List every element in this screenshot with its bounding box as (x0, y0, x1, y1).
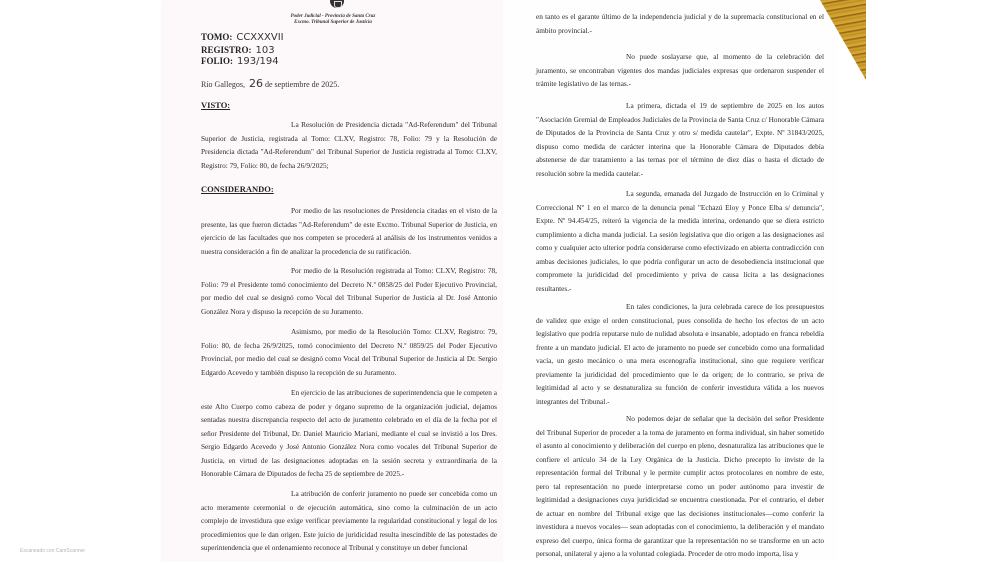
paragraph-9-text: La segunda, emanada del Juzgado de Instrucción en lo Criminal y Correccional Nº 1 en el marco de la denuncia penal "Echazú Eloy y Ponce Elba s/ denuncia", Expte. Nº 94.454/25, reiteró la vigencia de la medida interina, ordenando que se diera estricto cumplimiento a dicha manda judicial. La sesión legislativa que dio origen a las designaciones así como y cualquier acto ulterior podría considerarse como efectivizado en abierta contradicción con ambas decisiones judiciales, lo que podría configurar un acto de desobediencia institucional que compromete la juridicidad del procedimiento y priva de causa lícita a las designaciones resultantes.- (536, 189, 824, 293)
folio-label: FOLIO: (201, 56, 234, 66)
paragraph-7-text: No puede soslayarse que, al momento de la celebración del juramento, se encontraban vigentes dos mandas judiciales expresas que ordenaron suspender el trámite legislativo de las ternas.- (536, 52, 824, 88)
document-page-right (503, 0, 838, 562)
paragraph-3-text: Asimismo, por medio de la Resolución Tomo: CLXV, Registro: 79, Folio: 80, de fecha 26/9/2025, tomó conocimiento del Decreto N.º 0859/25 del Poder Ejecutivo Provincial, por medio del cual se designó como Vocal del Tribunal Superior de Justicia al Dr. Sergio Edgardo Acevedo y también dispuso la recepción de su Juramento. (201, 327, 497, 377)
tomo-label: TOMO: (201, 32, 233, 42)
tomo-value: CCXXXVII (236, 32, 284, 43)
registro-label: REGISTRO: (201, 45, 252, 55)
paragraph-11 (536, 412, 824, 561)
visto-text: La Resolución de Presidencia dictada "Ad-Referendum" del Tribunal Superior de Justicia, registrada al Tomo: CLXV, Registro: 78, Folio: 79 y la Resolución de Presidencia dictada "Ad-Referendum" del Tribunal Superior de Justicia registrada al Tomo: CLXV, Registro: 79, Folio: 80, de fecha 26/9/2025; (201, 120, 497, 170)
paragraph-10 (536, 300, 824, 408)
place-date (201, 77, 339, 90)
letterhead-line-1: Poder Judicial - Provincia de Santa Cruz (290, 14, 376, 19)
place: Río Gallegos, (201, 80, 245, 89)
paragraph-6 (536, 10, 824, 37)
considerando-heading: CONSIDERANDO: (201, 184, 274, 194)
paragraph-2 (201, 264, 497, 318)
letterhead-line-2: Excmo. Tribunal Superior de Justicia (294, 20, 372, 25)
visto-heading: VISTO: (201, 100, 231, 110)
paragraph-4-text: En ejercicio de las atribuciones de superintendencia que le competen a este Alto Cuerpo como cabeza de poder y órgano supremo de la organización judicial, dejamos sentadas nuestra discrepancia respecto del acto de juramento celebrado en el día de la fecha por el señor Presidente del Tribunal, Dr. Daniel Mauricio Mariani, mediante el cual se invistió a los Dres. Sergio Edgardo Acevedo y José Antonio González Nora como vocales del Tribunal Superior de Justicia, en virtud de las designaciones adoptadas en la sesión secreta y extraordinaria de la Honorable Cámara de Diputados de fecha 25 de septiembre de 2025.- (201, 388, 497, 478)
document-page-left (163, 0, 503, 562)
folio-field (201, 56, 279, 67)
folio-value: 193/194 (237, 56, 279, 67)
registro-value: 103 (255, 45, 275, 56)
paragraph-8-text: La primera, dictada el 19 de septiembre de 2025 en los autos "Asociación Gremial de Empleados Judiciales de la Provincia de Santa Cruz c/ Honorable Cámara de Diputados de la Provincia de Santa Cruz y otro s/ medida cautelar", Expte. Nº 31843/2025, dispuso como medida de carácter interina que la Honorable Cámara de Diputados debía abstenerse de dar tratamiento a las ternas por el término de diez días o hasta el dictado de resolución sobre la medida cautelar.- (536, 101, 824, 178)
letterhead (163, 0, 503, 30)
paragraph-6-text: en tanto es el garante último de la independencia judicial y de la supremacía constitucional en el ámbito provincial.- (536, 12, 824, 35)
scanner-watermark: Escaneado con CamScanner (20, 548, 86, 554)
paragraph-9 (536, 187, 824, 295)
paragraph-1-text: Por medio de las resoluciones de Presidencia citadas en el visto de la presente, las que fueron dictadas "Ad-Referendum" de este Excmo. Tribunal Superior de Justicia, en ejercicio de las facultades que nos competen se procederá al análisis de los instrumentos venidos a nuestra consideración a fin de analizar la procedencia de su ratificación. (201, 206, 497, 256)
coat-of-arms-icon (330, 0, 344, 8)
paragraph-7 (536, 50, 824, 91)
handwritten-day: 26 (249, 77, 263, 90)
paragraph-4 (201, 386, 497, 481)
paragraph-11-text: No podemos dejar de señalar que la decisión del señor Presidente del Tribunal Superior de proceder a la toma de juramento en forma individual, sin haber sometido el asunto al conocimiento y deliberación del cuerpo en pleno, desnaturaliza las atribuciones que le confiere el artículo 34 de la Ley Orgánica de la Justicia. Dicho precepto lo inviste de la representación formal del Tribunal y le permite cumplir actos protocolares en nombre de este, pero tal representación no puede interpretarse como un poder autónomo para investir de legitimidad a designaciones cuya juridicidad se encuentra cuestionada. Por el contrario, el deber de actuar en nombre del Tribunal exige que las decisiones institucionales—como conferir la investidura a nuevos vocales— sean adoptadas con el conocimiento, la deliberación y el mandato expreso del cuerpo, única forma de garantizar que la representación no se transforme en un acto personal, unilateral y ajeno a la voluntad colegiada. Proceder de otro modo importa, lisa y (536, 414, 824, 558)
tomo-field (201, 32, 284, 43)
paragraph-1 (201, 204, 497, 258)
paragraph-2-text: Por medio de la Resolución registrada al Tomo: CLXV, Registro: 78, Folio: 79 el Presidente tomó conocimiento del Decreto N.º 0858/25 del Poder Ejecutivo Provincial, por medio del cual se designó como Vocal del Tribunal Superior de Justicia al Dr. José Antonio González Nora y dispuso la recepción de su Juramento. (201, 266, 497, 316)
paragraph-8 (536, 99, 824, 180)
date-rest: de septiembre de 2025. (265, 80, 340, 89)
paragraph-5-text: La atribución de conferir juramento no puede ser concebida como un acto meramente ceremonial o de ejecución automática, sino como la culminación de un acto complejo de investidura que exige verificar previamente la regularidad constitucional y legal de los procedimientos que le dan origen. Este juicio de juridicidad resulta inescindible de las potestades de superintendencia que el ordenamiento reconoce al Tribunal y constituye un deber funcional (201, 489, 497, 552)
paragraph-3 (201, 325, 497, 379)
paragraph-5 (201, 487, 497, 555)
paragraph-10-text: En tales condiciones, la jura celebrada carece de los presupuestos de validez que exige el orden constitucional, pues consolida de hecho los efectos de un acto legislativo que podría reputarse nulo de nulidad absoluta e insanable, adoptado en franca rebeldía frente a un mandato judicial. El acto de juramento no puede ser concebido como una formalidad vacía, un gesto mecánico o una mera escenografía institucional, sino que requiere verificar previamente la juridicidad del procedimiento que le da origen; de lo contrario, se priva de legitimidad al acto y se desnaturaliza su función de conferir investidura válida a los nuevos integrantes del Tribunal.- (536, 302, 824, 406)
registro-field (201, 45, 275, 56)
visto-paragraph (201, 118, 497, 172)
